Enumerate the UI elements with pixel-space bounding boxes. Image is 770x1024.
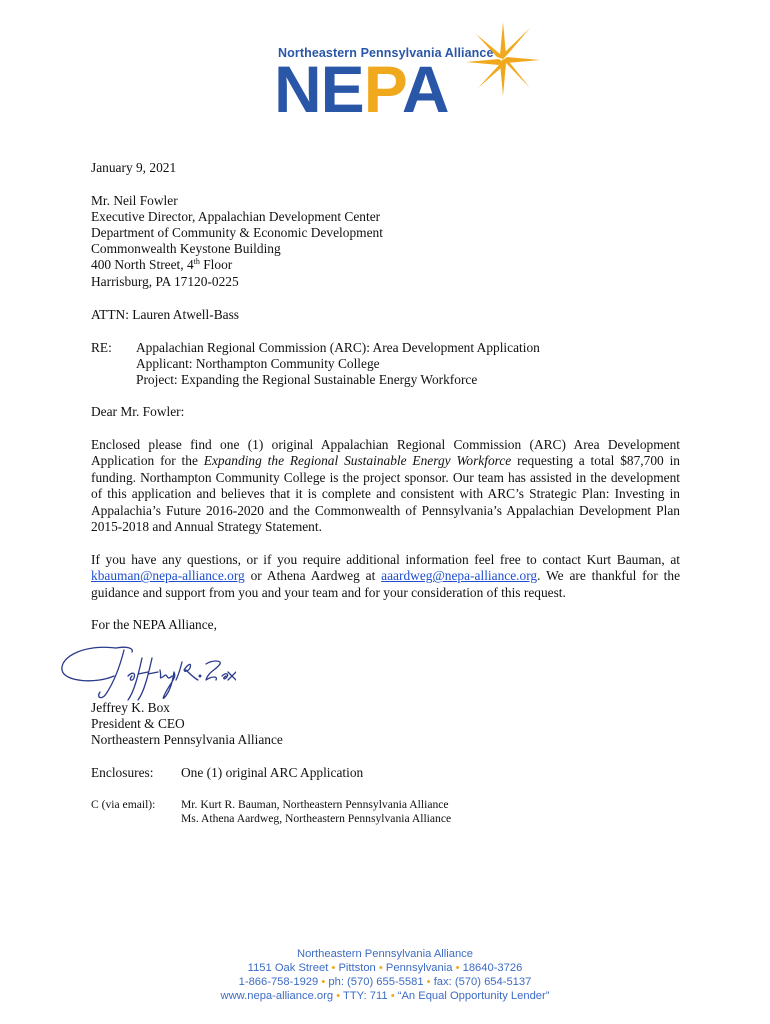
- footer-tty: TTY: 711: [343, 990, 388, 1002]
- signer-title: President & CEO: [91, 716, 185, 731]
- email-link-kbauman[interactable]: kbauman@nepa-alliance.org: [91, 568, 245, 584]
- footer-tollfree: 1-866-758-1929: [238, 976, 319, 988]
- street-text: 400 North Street, 4: [91, 257, 194, 272]
- recipient-name: Mr. Neil Fowler: [91, 193, 178, 208]
- signer-org: Northeastern Pennsylvania Alliance: [91, 732, 283, 747]
- body-line: Appalachia’s Future 2016-2020 and the Commonwealth of Pennsylvania’s Appalachian Development Plan: [91, 502, 680, 518]
- footer-org-name: Northeastern Pennsylvania Alliance: [297, 948, 473, 960]
- recipient-city: Harrisburg, PA 17120-0225: [91, 274, 239, 289]
- logo-wordmark-p: P: [363, 52, 402, 126]
- bullet-icon: •: [378, 962, 383, 974]
- footer-state: Pennsylvania: [385, 962, 453, 974]
- re-line: Appalachian Regional Commission (ARC): Area Development Application: [136, 340, 540, 355]
- body-line: If you have any questions, or if you require additional information feel free to contact Kurt Bauman, at: [91, 552, 680, 567]
- nepa-logo: [270, 22, 550, 132]
- bullet-icon: •: [331, 962, 336, 974]
- body-line: guidance and support from you and your team and for your consideration of this request.: [91, 584, 566, 600]
- body-paragraph-2: [91, 552, 680, 601]
- footer-street: 1151 Oak Street: [247, 962, 329, 974]
- enclosures-value: One (1) original ARC Application: [181, 765, 364, 780]
- footer-phones: [0, 975, 770, 989]
- bullet-icon: •: [426, 976, 431, 988]
- logo-wordmark-a: A: [401, 52, 449, 126]
- body-line: funding. Northampton Community College is the project sponsor. Our team has assisted in the development: [91, 469, 680, 485]
- body-text: or Athena Aardweg at: [244, 568, 382, 584]
- enclosures-label: Enclosures:: [91, 765, 154, 780]
- project-title-emphasis: Expanding the Regional Sustainable Energy Workforce: [203, 453, 512, 469]
- body-line: of this application and believes that it is complete and consistent with ARC’s Strategic Plan: Investing in: [91, 486, 680, 502]
- body-text: Application for the: [91, 453, 204, 469]
- logo-wordmark-ne: NE: [274, 52, 364, 126]
- logo-wordmark: [274, 52, 449, 126]
- body-text: requesting a total $87,700 in: [511, 453, 680, 469]
- recipient-building: Commonwealth Keystone Building: [91, 241, 281, 256]
- cc-line: Ms. Athena Aardweg, Northeastern Pennsylvania Alliance: [181, 812, 452, 825]
- body-line: Enclosed please find one (1) original Appalachian Regional Commission (ARC) Area Development: [91, 437, 680, 452]
- letter-date: January 9, 2021: [91, 160, 177, 175]
- body-line: 2015-2018 and Annual Strategy Statement.: [91, 518, 322, 534]
- bullet-icon: •: [455, 962, 460, 974]
- footer-slogan: “An Equal Opportunity Lender”: [397, 990, 550, 1002]
- street-floor: Floor: [199, 257, 233, 272]
- cc-line: Mr. Kurt R. Bauman, Northeastern Pennsylvania Alliance: [181, 798, 449, 811]
- recipient-title: Executive Director, Appalachian Development Center: [91, 209, 381, 224]
- footer-web: [0, 989, 770, 1003]
- re-line: Project: Expanding the Regional Sustainable Energy Workforce: [136, 372, 478, 387]
- re-line: Applicant: Northampton Community College: [136, 356, 380, 371]
- street-ordinal: th: [193, 257, 200, 266]
- body-line: [91, 568, 680, 584]
- signer-name: Jeffrey K. Box: [91, 700, 170, 715]
- footer-fax: fax: (570) 654-5137: [433, 976, 532, 988]
- logo-tagline: Northeastern Pennsylvania Alliance: [278, 46, 494, 60]
- bullet-icon: •: [336, 990, 341, 1002]
- bullet-icon: •: [321, 976, 326, 988]
- salutation: Dear Mr. Fowler:: [91, 404, 185, 419]
- re-label: RE:: [91, 340, 112, 355]
- recipient-department: Department of Community & Economic Development: [91, 225, 383, 240]
- attn-line: ATTN: Lauren Atwell-Bass: [91, 307, 240, 322]
- body-paragraph-1: [91, 437, 680, 535]
- body-text: . We are thankful for the: [537, 568, 681, 584]
- email-link-aaardweg[interactable]: aaardweg@nepa-alliance.org: [381, 568, 538, 584]
- footer-zip: 18640-3726: [462, 962, 523, 974]
- footer-address: [0, 961, 770, 975]
- cc-label: C (via email):: [91, 798, 156, 811]
- body-line: [91, 453, 680, 469]
- footer-city: Pittston: [338, 962, 376, 974]
- bullet-icon: •: [390, 990, 395, 1002]
- star-burst-icon: [466, 22, 540, 96]
- footer-phone: ph: (570) 655-5581: [328, 976, 424, 988]
- footer-website: www.nepa-alliance.org: [220, 990, 334, 1002]
- recipient-street: [91, 257, 232, 273]
- handwritten-signature: [56, 636, 236, 704]
- closing: For the NEPA Alliance,: [91, 617, 217, 632]
